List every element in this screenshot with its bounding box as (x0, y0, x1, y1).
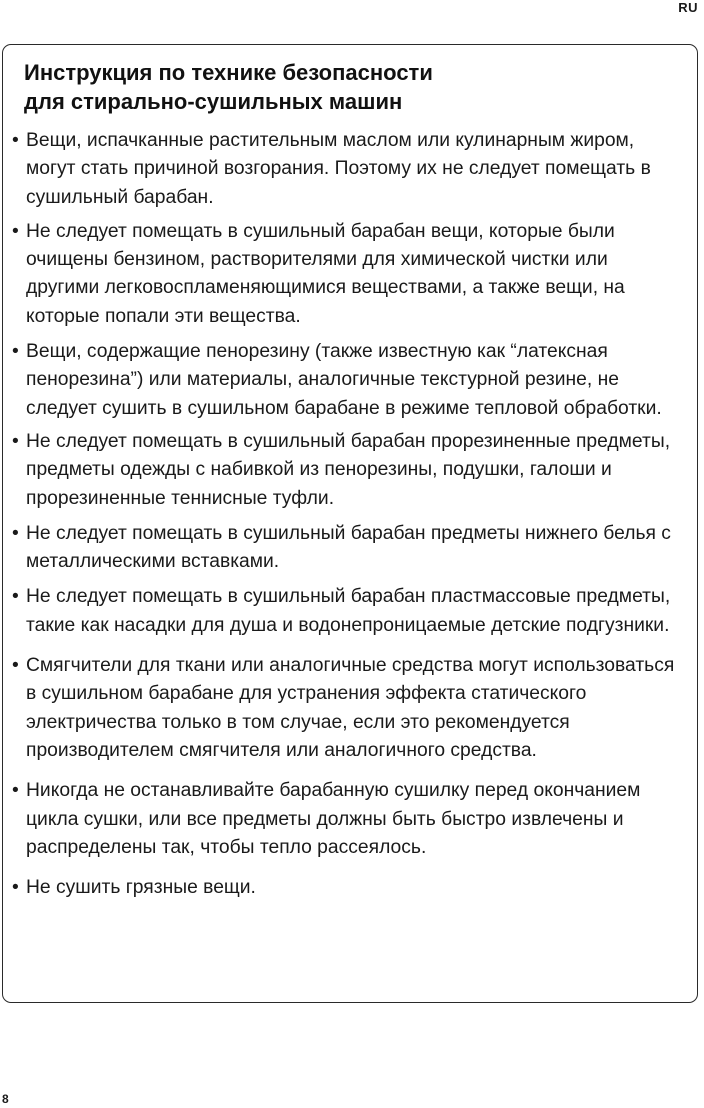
safety-item: • Не сушить грязные вещи. (12, 874, 684, 902)
section-title-line-1: Инструкция по технике безопасности (24, 60, 433, 85)
safety-item: • Не следует помещать в сушильный барабан прорезиненные предметы, предметы одежды с набивкой из пенорезины, подушки, галоши и прорезиненные теннисные туфли. (12, 428, 684, 513)
page-number: 8 (2, 1092, 9, 1106)
safety-item: • Вещи, испачканные растительным маслом или кулинарным жиром, могут стать причиной возгорания. Поэтому их не следует помещать в сушильный барабан. (12, 127, 684, 212)
safety-list (12, 127, 684, 902)
safety-item: • Не следует помещать в сушильный барабан пластмассовые предметы, такие как насадки для душа и водонепроницаемые детские подгузники. (12, 583, 684, 640)
safety-item: • Вещи, содержащие пенорезину (также известную как “латексная пенорезина”) или материалы, аналогичные текстурной резине, не следует сушить в сушильном барабане в режиме тепловой обработки. (12, 338, 684, 423)
language-code: RU (678, 0, 698, 15)
section-title (24, 58, 433, 116)
safety-item: • Никогда не останавливайте барабанную сушилку перед окончанием цикла сушки, или все предметы должны быть быстро извлечены и распределены так, чтобы тепло рассеялось. (12, 777, 684, 862)
safety-item: • Не следует помещать в сушильный барабан предметы нижнего белья с металлическими вставками. (12, 520, 684, 577)
safety-item: • Смягчители для ткани или аналогичные средства могут использоваться в сушильном барабане для устранения эффекта статического электричества только в том случае, если это рекомендуется производителем смягчителя или аналогичного средства. (12, 652, 684, 765)
safety-item: • Не следует помещать в сушильный барабан вещи, которые были очищены бензином, растворителями для химической чистки или другими легковоспламеняющимися веществами, а также вещи, на которые попали эти вещества. (12, 218, 684, 331)
section-title-line-2: для стирально-сушильных машин (24, 89, 403, 114)
